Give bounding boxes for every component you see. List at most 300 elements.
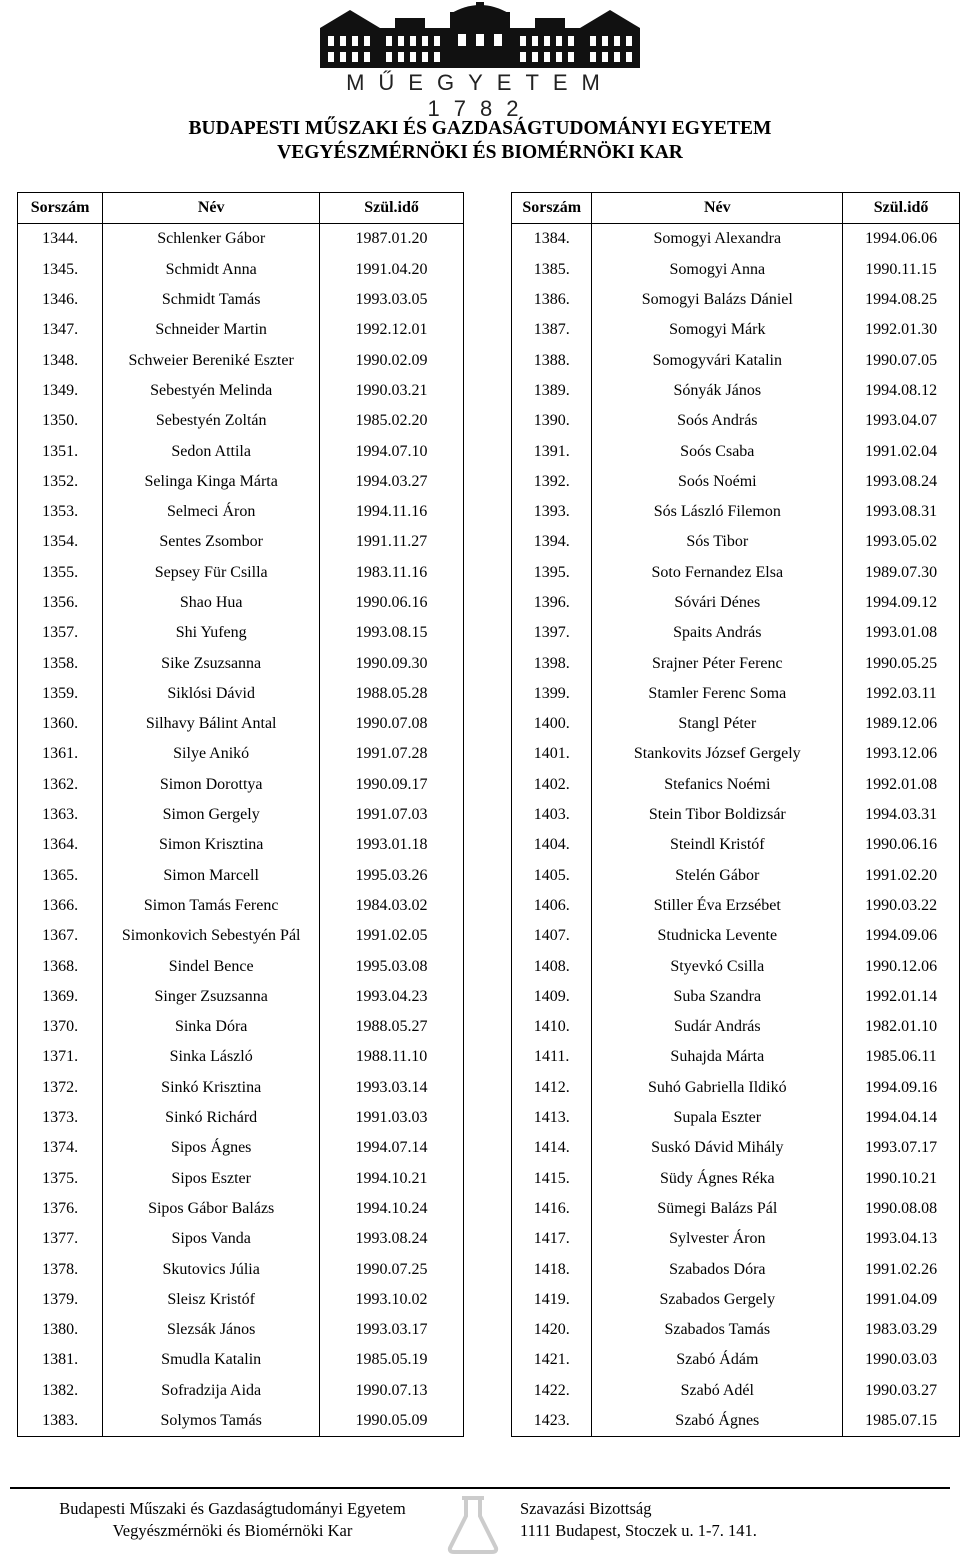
table-header-row: [18, 193, 464, 224]
cell-birth-date: 1994.08.25: [865, 291, 938, 309]
table-row: [512, 770, 960, 800]
table-row: [512, 800, 960, 830]
table-row: [512, 679, 960, 709]
cell-number: 1417.: [512, 1224, 592, 1254]
table-row: [18, 255, 464, 285]
table-row: [18, 467, 464, 497]
cell-number: 1393.: [512, 497, 592, 527]
cell-birth-date: 1990.05.25: [865, 654, 938, 672]
cell-number: 1412.: [512, 1073, 592, 1103]
cell-birth-date: 1988.11.10: [355, 1048, 428, 1066]
cell-birth-date: 1985.07.15: [865, 1412, 938, 1430]
cell-name: Skutovics Júlia: [103, 1254, 320, 1284]
table-row: [18, 1315, 464, 1345]
cell-name: Stein Tibor Boldizsár: [592, 800, 843, 830]
cell-birth-date: 1993.05.02: [865, 533, 938, 551]
table-row: [18, 800, 464, 830]
cell-name: Siklósi Dávid: [103, 679, 320, 709]
table-row: [18, 1345, 464, 1375]
table-row: [512, 224, 960, 255]
page-title: BUDAPESTI MŰSZAKI ÉS GAZDASÁGTUDOMÁNYI EGYETEM: [188, 118, 772, 139]
table-row: [512, 497, 960, 527]
cell-name: Sike Zsuzsanna: [103, 648, 320, 678]
cell-birth-date: 1991.04.20: [355, 260, 428, 278]
table-row: [18, 527, 464, 557]
table-row: [18, 1285, 464, 1315]
cell-birth-date: 1994.09.06: [865, 927, 938, 945]
cell-name: Schmidt Tamás: [103, 285, 320, 315]
cell-name: Sónyák János: [592, 376, 843, 406]
footer-university: Budapesti Műszaki és Gazdaságtudományi Egyetem: [59, 1499, 406, 1518]
table-row: [512, 527, 960, 557]
cell-name: Simonkovich Sebestyén Pál: [103, 921, 320, 951]
cell-number: 1370.: [18, 1012, 103, 1042]
table-row: [18, 1406, 464, 1437]
cell-birth-date: 1991.07.28: [355, 745, 428, 763]
cell-name: Simon Gergely: [103, 800, 320, 830]
cell-name: Somogyi Balázs Dániel: [592, 285, 843, 315]
cell-name: Szabados Gergely: [592, 1285, 843, 1315]
cell-name: Sindel Bence: [103, 951, 320, 981]
footer-faculty: Vegyészmérnöki és Biomérnöki Kar: [112, 1521, 353, 1540]
cell-number: 1391.: [512, 436, 592, 466]
cell-birth-date: 1993.08.24: [355, 1230, 428, 1248]
cell-birth-date: 1993.03.17: [355, 1321, 428, 1339]
footer-divider: [10, 1487, 950, 1489]
table-row: [512, 1164, 960, 1194]
cell-name: Sós Tibor: [592, 527, 843, 557]
cell-birth-date: 1990.09.17: [355, 775, 428, 793]
cell-birth-date: 1990.03.22: [865, 896, 938, 914]
cell-birth-date: 1994.06.06: [865, 230, 938, 248]
cell-birth-date: 1994.09.16: [865, 1078, 938, 1096]
cell-name: Sipos Vanda: [103, 1224, 320, 1254]
table-row: [18, 588, 464, 618]
table-row: [18, 1042, 464, 1072]
cell-number: 1347.: [18, 315, 103, 345]
cell-name: Sofradzija Aida: [103, 1376, 320, 1406]
table-row: [512, 436, 960, 466]
cell-number: 1380.: [18, 1315, 103, 1345]
cell-number: 1394.: [512, 527, 592, 557]
cell-number: 1392.: [512, 467, 592, 497]
table-row: [512, 921, 960, 951]
table-row: [512, 648, 960, 678]
cell-name: Suskó Dávid Mihály: [592, 1133, 843, 1163]
cell-birth-date: 1991.11.27: [355, 533, 428, 551]
cell-birth-date: 1993.08.15: [355, 624, 428, 642]
cell-birth-date: 1988.05.28: [355, 684, 428, 702]
column-header-birth: Szül.idő: [843, 193, 960, 224]
cell-number: 1345.: [18, 255, 103, 285]
cell-birth-date: 1993.04.23: [355, 987, 428, 1005]
cell-name: Shao Hua: [103, 588, 320, 618]
cell-birth-date: 1993.07.17: [865, 1139, 938, 1157]
cell-name: Sleisz Kristóf: [103, 1285, 320, 1315]
table-row: [18, 1194, 464, 1224]
column-header-birth: Szül.idő: [320, 193, 464, 224]
table-row: [18, 285, 464, 315]
cell-number: 1378.: [18, 1254, 103, 1284]
cell-name: Sebestyén Zoltán: [103, 406, 320, 436]
cell-birth-date: 1993.04.13: [865, 1230, 938, 1248]
cell-number: 1348.: [18, 345, 103, 375]
cell-birth-date: 1994.03.27: [355, 472, 428, 490]
cell-name: Sinkó Krisztina: [103, 1073, 320, 1103]
cell-name: Stankovits József Gergely: [592, 739, 843, 769]
table-row: [512, 709, 960, 739]
cell-birth-date: 1990.06.16: [865, 836, 938, 854]
cell-birth-date: 1993.01.08: [865, 624, 938, 642]
cell-birth-date: 1987.01.20: [355, 230, 428, 248]
cell-number: 1408.: [512, 951, 592, 981]
table-row: [512, 1285, 960, 1315]
logo-wordmark: MŰEGYETEM 1782: [346, 70, 614, 121]
cell-number: 1353.: [18, 497, 103, 527]
cell-number: 1410.: [512, 1012, 592, 1042]
cell-number: 1407.: [512, 921, 592, 951]
cell-number: 1385.: [512, 255, 592, 285]
table-row: [18, 830, 464, 860]
cell-birth-date: 1990.12.06: [865, 957, 938, 975]
table-row: [18, 951, 464, 981]
table-row: [18, 982, 464, 1012]
cell-name: Supala Eszter: [592, 1103, 843, 1133]
cell-birth-date: 1994.07.10: [355, 442, 428, 460]
cell-number: 1383.: [18, 1406, 103, 1437]
cell-name: Schneider Martin: [103, 315, 320, 345]
cell-birth-date: 1995.03.26: [355, 866, 428, 884]
cell-name: Soto Fernandez Elsa: [592, 558, 843, 588]
cell-number: 1384.: [512, 224, 592, 255]
cell-birth-date: 1992.03.11: [865, 684, 937, 702]
cell-name: Sóvári Dénes: [592, 588, 843, 618]
table-row: [512, 376, 960, 406]
cell-name: Schmidt Anna: [103, 255, 320, 285]
cell-birth-date: 1994.10.21: [355, 1169, 428, 1187]
cell-name: Sedon Attila: [103, 436, 320, 466]
cell-birth-date: 1995.03.08: [355, 957, 428, 975]
cell-birth-date: 1990.02.09: [355, 351, 428, 369]
table-row: [18, 224, 464, 255]
table-row: [18, 1012, 464, 1042]
cell-name: Sinkó Richárd: [103, 1103, 320, 1133]
cell-birth-date: 1983.03.29: [865, 1321, 938, 1339]
table-row: [512, 345, 960, 375]
cell-number: 1396.: [512, 588, 592, 618]
cell-name: Soós András: [592, 406, 843, 436]
cell-number: 1415.: [512, 1164, 592, 1194]
cell-birth-date: 1993.03.14: [355, 1078, 428, 1096]
cell-number: 1406.: [512, 891, 592, 921]
cell-birth-date: 1983.11.16: [355, 563, 428, 581]
cell-birth-date: 1991.02.20: [865, 866, 938, 884]
cell-birth-date: 1994.08.12: [865, 381, 938, 399]
cell-birth-date: 1990.03.03: [865, 1351, 938, 1369]
cell-number: 1421.: [512, 1345, 592, 1375]
cell-number: 1371.: [18, 1042, 103, 1072]
cell-number: 1356.: [18, 588, 103, 618]
cell-number: 1405.: [512, 861, 592, 891]
cell-birth-date: 1991.03.03: [355, 1109, 428, 1127]
table-row: [512, 1224, 960, 1254]
table-row: [18, 1164, 464, 1194]
cell-number: 1375.: [18, 1164, 103, 1194]
cell-number: 1364.: [18, 830, 103, 860]
cell-birth-date: 1990.09.30: [355, 654, 428, 672]
cell-name: Silhavy Bálint Antal: [103, 709, 320, 739]
cell-name: Sipos Eszter: [103, 1164, 320, 1194]
cell-number: 1352.: [18, 467, 103, 497]
cell-number: 1359.: [18, 679, 103, 709]
cell-birth-date: 1989.12.06: [865, 715, 938, 733]
table-row: [18, 861, 464, 891]
table-row: [18, 618, 464, 648]
footer-address: 1111 Budapest, Stoczek u. 1-7. 141.: [520, 1521, 757, 1540]
cell-birth-date: 1990.06.16: [355, 594, 428, 611]
cell-birth-date: 1990.07.25: [355, 1260, 428, 1278]
table-row: [18, 1073, 464, 1103]
footer-institution: [35, 1498, 430, 1542]
cell-name: Somogyi Alexandra: [592, 224, 843, 255]
cell-number: 1346.: [18, 285, 103, 315]
cell-birth-date: 1993.12.06: [865, 745, 938, 763]
table-row: [512, 406, 960, 436]
cell-name: Schlenker Gábor: [103, 224, 320, 255]
table-row: [512, 830, 960, 860]
cell-number: 1381.: [18, 1345, 103, 1375]
cell-name: Schweier Bereniké Eszter: [103, 345, 320, 375]
cell-birth-date: 1991.02.05: [355, 927, 428, 945]
cell-name: Shi Yufeng: [103, 618, 320, 648]
table-row: [18, 1224, 464, 1254]
cell-name: Selmeci Áron: [103, 497, 320, 527]
table-row: [512, 315, 960, 345]
table-row: [18, 345, 464, 375]
cell-number: 1373.: [18, 1103, 103, 1133]
cell-birth-date: 1991.02.26: [865, 1260, 938, 1278]
table-row: [512, 891, 960, 921]
table-header-row: [512, 193, 960, 224]
cell-number: 1363.: [18, 800, 103, 830]
cell-name: Suba Szandra: [592, 982, 843, 1012]
cell-name: Stelén Gábor: [592, 861, 843, 891]
cell-birth-date: 1985.05.19: [355, 1351, 428, 1369]
cell-name: Stiller Éva Erzsébet: [592, 891, 843, 921]
table-row: [512, 1194, 960, 1224]
cell-number: 1404.: [512, 830, 592, 860]
cell-name: Sebestyén Melinda: [103, 376, 320, 406]
table-row: [18, 497, 464, 527]
table-row: [512, 1073, 960, 1103]
cell-number: 1351.: [18, 436, 103, 466]
cell-name: Sipos Gábor Balázs: [103, 1194, 320, 1224]
cell-birth-date: 1993.04.07: [865, 412, 938, 430]
table-row: [512, 285, 960, 315]
cell-number: 1416.: [512, 1194, 592, 1224]
cell-birth-date: 1982.01.10: [865, 1018, 938, 1036]
cell-birth-date: 1990.03.21: [355, 381, 428, 399]
table-row: [18, 376, 464, 406]
cell-name: Soós Noémi: [592, 467, 843, 497]
table-row: [512, 1345, 960, 1375]
cell-number: 1349.: [18, 376, 103, 406]
cell-name: Steindl Kristóf: [592, 830, 843, 860]
table-row: [512, 1376, 960, 1406]
page-subtitle: VEGYÉSZMÉRNÖKI ÉS BIOMÉRNÖKI KAR: [277, 142, 683, 163]
cell-number: 1350.: [18, 406, 103, 436]
cell-number: 1422.: [512, 1376, 592, 1406]
cell-birth-date: 1994.11.16: [355, 503, 428, 521]
table-row: [18, 891, 464, 921]
column-header-name: Név: [103, 193, 320, 224]
column-header-number: Sorszám: [512, 193, 592, 224]
cell-number: 1401.: [512, 739, 592, 769]
cell-number: 1409.: [512, 982, 592, 1012]
cell-name: Sinka Dóra: [103, 1012, 320, 1042]
cell-number: 1382.: [18, 1376, 103, 1406]
cell-name: Selinga Kinga Márta: [103, 467, 320, 497]
cell-number: 1369.: [18, 982, 103, 1012]
cell-name: Sentes Zsombor: [103, 527, 320, 557]
table-row: [18, 406, 464, 436]
cell-number: 1355.: [18, 558, 103, 588]
cell-name: Szabó Ádám: [592, 1345, 843, 1375]
cell-birth-date: 1989.07.30: [865, 563, 938, 581]
cell-name: Szabados Dóra: [592, 1254, 843, 1284]
table-row: [18, 1254, 464, 1284]
cell-name: Stangl Péter: [592, 709, 843, 739]
cell-birth-date: 1992.12.01: [355, 321, 428, 339]
cell-number: 1365.: [18, 861, 103, 891]
cell-number: 1423.: [512, 1406, 592, 1437]
table-row: [512, 1254, 960, 1284]
cell-name: Sós László Filemon: [592, 497, 843, 527]
cell-number: 1402.: [512, 770, 592, 800]
cell-name: Sinka László: [103, 1042, 320, 1072]
table-row: [512, 255, 960, 285]
cell-name: Styevkó Csilla: [592, 951, 843, 981]
table-row: [18, 648, 464, 678]
cell-name: Slezsák János: [103, 1315, 320, 1345]
cell-number: 1368.: [18, 951, 103, 981]
cell-number: 1358.: [18, 648, 103, 678]
table-row: [512, 467, 960, 497]
cell-name: Somogyi Anna: [592, 255, 843, 285]
cell-number: 1362.: [18, 770, 103, 800]
cell-birth-date: 1990.07.05: [865, 351, 938, 369]
cell-number: 1418.: [512, 1254, 592, 1284]
table-row: [512, 1315, 960, 1345]
table-row: [18, 1376, 464, 1406]
cell-number: 1372.: [18, 1073, 103, 1103]
cell-birth-date: 1984.03.02: [355, 896, 428, 914]
column-header-name: Név: [592, 193, 843, 224]
table-row: [512, 1042, 960, 1072]
cell-number: 1357.: [18, 618, 103, 648]
cell-birth-date: 1985.02.20: [355, 412, 428, 430]
cell-birth-date: 1990.10.21: [865, 1169, 938, 1187]
cell-number: 1367.: [18, 921, 103, 951]
cell-birth-date: 1993.08.31: [865, 503, 938, 521]
cell-number: 1419.: [512, 1285, 592, 1315]
footer-committee: [520, 1498, 757, 1542]
cell-name: Simon Tamás Ferenc: [103, 891, 320, 921]
cell-name: Suhajda Márta: [592, 1042, 843, 1072]
cell-name: Sudár András: [592, 1012, 843, 1042]
right-roster-table: [511, 192, 960, 1437]
cell-number: 1366.: [18, 891, 103, 921]
cell-name: Soós Csaba: [592, 436, 843, 466]
cell-number: 1374.: [18, 1133, 103, 1163]
cell-birth-date: 1991.07.03: [355, 806, 428, 824]
table-row: [512, 1133, 960, 1163]
cell-number: 1413.: [512, 1103, 592, 1133]
cell-number: 1395.: [512, 558, 592, 588]
cell-name: Sümegi Balázs Pál: [592, 1194, 843, 1224]
cell-number: 1386.: [512, 285, 592, 315]
cell-number: 1414.: [512, 1133, 592, 1163]
cell-birth-date: 1991.02.04: [865, 442, 938, 460]
cell-number: 1390.: [512, 406, 592, 436]
table-row: [512, 558, 960, 588]
cell-number: 1379.: [18, 1285, 103, 1315]
cell-number: 1398.: [512, 648, 592, 678]
cell-number: 1403.: [512, 800, 592, 830]
cell-name: Somogyi Márk: [592, 315, 843, 345]
table-row: [18, 770, 464, 800]
cell-birth-date: 1993.10.02: [355, 1290, 428, 1308]
cell-name: Somogyvári Katalin: [592, 345, 843, 375]
cell-name: Szabó Ágnes: [592, 1406, 843, 1437]
table-row: [512, 951, 960, 981]
cell-number: 1420.: [512, 1315, 592, 1345]
cell-birth-date: 1990.05.09: [355, 1412, 428, 1430]
cell-name: Solymos Tamás: [103, 1406, 320, 1437]
cell-name: Suhó Gabriella Ildikó: [592, 1073, 843, 1103]
cell-number: 1377.: [18, 1224, 103, 1254]
cell-number: 1399.: [512, 679, 592, 709]
cell-name: Simon Dorottya: [103, 770, 320, 800]
table-row: [512, 588, 960, 618]
table-row: [512, 1406, 960, 1437]
cell-number: 1388.: [512, 345, 592, 375]
cell-name: Smudla Katalin: [103, 1345, 320, 1375]
table-row: [512, 1103, 960, 1133]
cell-birth-date: 1990.08.08: [865, 1199, 938, 1217]
cell-birth-date: 1991.04.09: [865, 1290, 938, 1308]
cell-name: Stamler Ferenc Soma: [592, 679, 843, 709]
cell-name: Sipos Ágnes: [103, 1133, 320, 1163]
cell-number: 1344.: [18, 224, 103, 255]
cell-name: Südy Ágnes Réka: [592, 1164, 843, 1194]
cell-name: Srajner Péter Ferenc: [592, 648, 843, 678]
cell-number: 1376.: [18, 1194, 103, 1224]
cell-number: 1387.: [512, 315, 592, 345]
cell-birth-date: 1992.01.30: [865, 321, 938, 339]
cell-birth-date: 1994.10.24: [355, 1199, 428, 1217]
cell-name: Simon Krisztina: [103, 830, 320, 860]
cell-birth-date: 1993.01.18: [355, 836, 428, 854]
cell-number: 1361.: [18, 739, 103, 769]
cell-birth-date: 1993.03.05: [355, 291, 428, 309]
cell-name: Singer Zsuzsanna: [103, 982, 320, 1012]
cell-birth-date: 1985.06.11: [865, 1048, 937, 1066]
table-row: [18, 315, 464, 345]
table-row: [18, 739, 464, 769]
cell-number: 1400.: [512, 709, 592, 739]
cell-name: Silye Anikó: [103, 739, 320, 769]
